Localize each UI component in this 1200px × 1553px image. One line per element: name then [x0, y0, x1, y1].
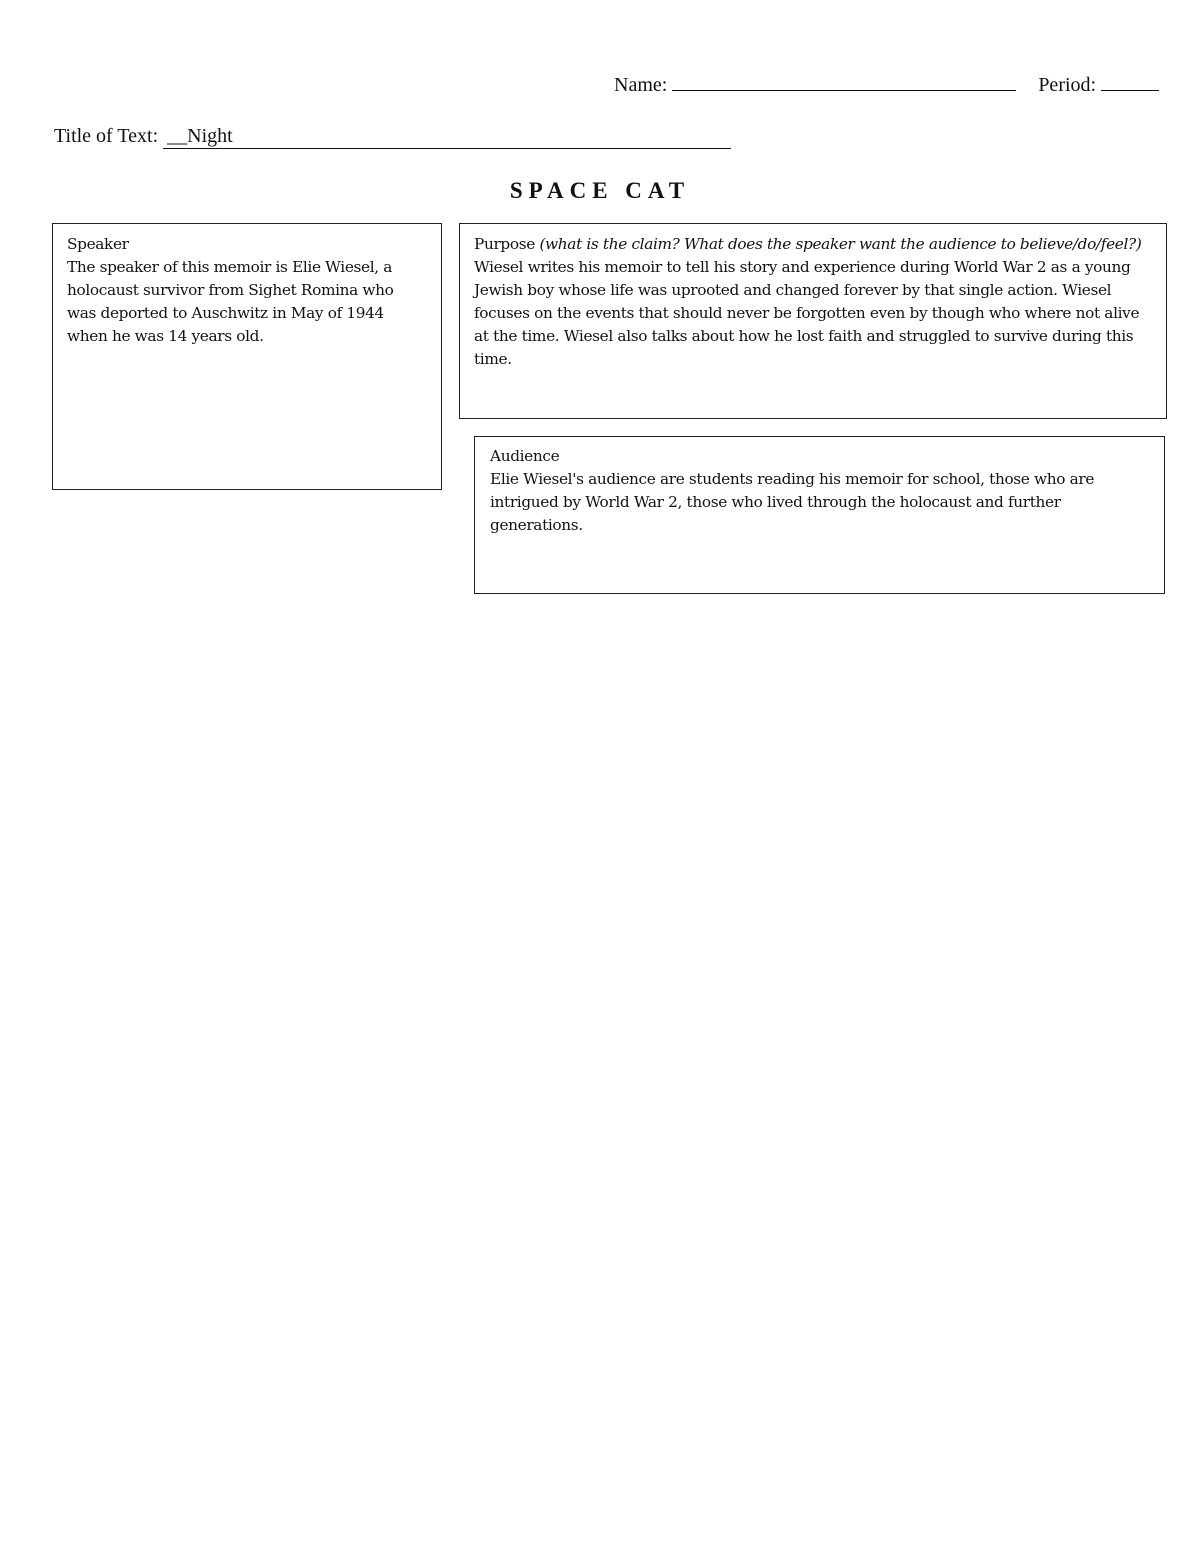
page-title: SPACE CAT: [509, 178, 691, 203]
speaker-text[interactable]: The speaker of this memoir is Elie Wiesel, a holocaust survivor from Sighet Romina who was deported to Auschwitz in May of 1944 when he was 14 years old.: [67, 258, 394, 345]
title-value[interactable]: __Night: [163, 125, 731, 149]
title-of-text-line: [54, 125, 731, 149]
purpose-box: [459, 223, 1167, 419]
title-label: Title of Text:: [54, 125, 159, 147]
audience-label: Audience: [490, 447, 560, 465]
name-label: Name:: [614, 74, 668, 96]
speaker-box: [52, 223, 442, 490]
name-blank[interactable]: [672, 72, 1016, 91]
purpose-text[interactable]: Wiesel writes his memoir to tell his story and experience during World War 2 as a young Jewish boy whose life was uprooted and changed forever by that single action. Wiesel focuses on the events that should never be forgotten even by though who where not alive at the time. Wiesel also talks about how he lost faith and struggled to survive during this time.: [474, 258, 1140, 368]
purpose-label: Purpose: [474, 235, 535, 253]
purpose-hint: (what is the claim? What does the speaker want the audience to believe/do/feel?): [539, 235, 1142, 253]
period-label: Period:: [1038, 74, 1097, 96]
period-blank[interactable]: [1101, 72, 1159, 91]
audience-box: [474, 436, 1165, 594]
audience-text[interactable]: Elie Wiesel's audience are students reading his memoir for school, those who are intrigued by World War 2, those who lived through the holocaust and further generations.: [490, 470, 1095, 534]
name-period-line: [614, 72, 1174, 97]
speaker-label: Speaker: [67, 235, 129, 253]
